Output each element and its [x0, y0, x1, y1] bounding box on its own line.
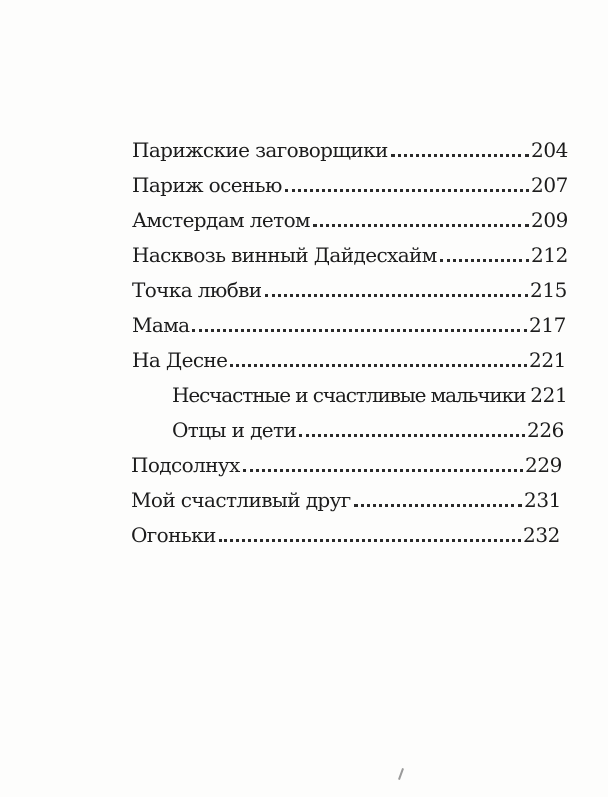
toc-entry-title: Мама — [132, 313, 190, 337]
toc-entry — [0, 337, 566, 372]
toc-entry-page: 207 — [531, 173, 568, 197]
toc-entry-page: 229 — [525, 453, 562, 477]
dot-leader — [313, 224, 529, 227]
toc-entry-title: Париж осенью — [132, 173, 282, 197]
toc-entry — [0, 162, 568, 197]
toc-entry-page: 221 — [529, 348, 566, 372]
table-of-contents — [0, 127, 608, 547]
toc-entry-page: 226 — [527, 418, 564, 442]
dot-leader — [219, 539, 521, 542]
toc-entry-page: 212 — [531, 243, 568, 267]
toc-entry — [0, 302, 566, 337]
toc-subentry — [0, 372, 566, 407]
toc-entry — [0, 232, 568, 267]
dot-leader — [192, 329, 527, 332]
dot-leader — [354, 504, 522, 507]
toc-entry-title: Мой счастливый друг — [131, 488, 351, 512]
toc-entry-page: 231 — [524, 488, 561, 512]
toc-entry-page: 232 — [523, 523, 560, 547]
dot-leader — [285, 189, 529, 192]
toc-entry — [0, 267, 567, 302]
toc-entry-title: Амстердам летом — [132, 208, 310, 232]
dot-leader — [391, 154, 529, 157]
paper-scratch-mark — [398, 768, 404, 780]
toc-entry — [0, 127, 568, 162]
toc-entry-title: Подсолнух — [131, 453, 240, 477]
dot-leader — [230, 364, 527, 367]
toc-entry-title: Огоньки — [131, 523, 216, 547]
toc-entry — [0, 477, 561, 512]
toc-entry-page: 221 — [530, 383, 568, 407]
toc-entry — [0, 197, 568, 232]
toc-entry — [0, 512, 560, 547]
dot-leader — [440, 259, 529, 262]
toc-entry-page: 217 — [529, 313, 566, 337]
toc-entry-title: Насквозь винный Дайдесхайм — [132, 243, 437, 267]
toc-entry-title: Точка любви — [132, 278, 262, 302]
toc-entry-title: Отцы и дети — [172, 418, 297, 442]
toc-subentry — [0, 407, 564, 442]
toc-entry-page: 209 — [531, 208, 568, 232]
toc-entry-page: 204 — [531, 138, 568, 162]
toc-entry-title: Парижские заговорщики — [132, 138, 388, 162]
dot-leader — [243, 469, 523, 472]
toc-entry — [0, 442, 562, 477]
toc-entry-title: На Десне — [132, 348, 228, 372]
dot-leader — [299, 434, 525, 437]
dot-leader — [265, 294, 528, 297]
toc-entry-page: 215 — [530, 278, 567, 302]
toc-entry-title: Несчастные и счастливые мальчики — [172, 383, 526, 407]
